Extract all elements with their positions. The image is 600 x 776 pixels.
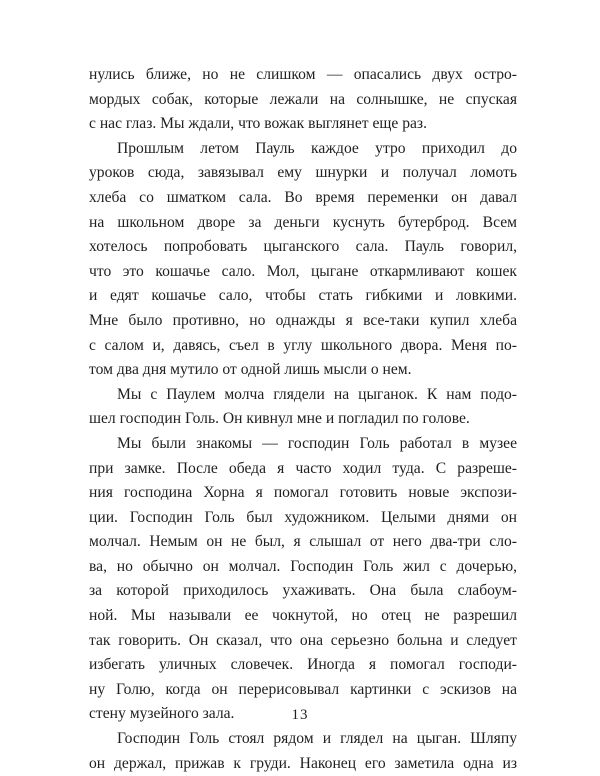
text-line: уроков сюда, завязывал ему шнурки и получал ломоть bbox=[89, 164, 517, 182]
text-line: Мне было противно, но однажды я все-таки купил хлеба bbox=[89, 311, 517, 329]
text-line: нулись ближе, но не слишком — опасались двух остро- bbox=[89, 66, 517, 83]
text-line: ния господина Хорна я помогал готовить новые экспози- bbox=[89, 484, 517, 502]
text-line: избегать уличных словечек. Иногда я помогал господи- bbox=[89, 656, 517, 674]
text-line: так говорить. Он сказал, что она серьезно больна и следует bbox=[89, 631, 517, 649]
text-line: том два дня мутило от одной лишь мысли о нем. bbox=[89, 361, 412, 379]
text-line: хлеба со шматком сала. Во время переменки он давал bbox=[89, 188, 517, 206]
text-line: Мы были знакомы — господин Голь работал в музее bbox=[117, 434, 517, 452]
text-line: Господин Голь стоял рядом и глядел на цыган. Шляпу bbox=[117, 730, 517, 748]
text-line: молчал. Немым он не был, я слышал от него два-три сло- bbox=[89, 533, 517, 551]
text-line: с салом и, давясь, съел в углу школьного двора. Меня по- bbox=[89, 336, 517, 354]
body-text bbox=[89, 63, 517, 776]
page-number: 13 bbox=[291, 707, 309, 723]
text-line: ва, но обычно он молчал. Господин Голь жил с дочерью, bbox=[89, 557, 517, 575]
text-line: и едят кошачье сало, чтобы стать гибкими и ловкими. bbox=[89, 287, 517, 305]
text-line: ной. Мы называли ее чокнутой, но отец не разрешил bbox=[89, 607, 517, 625]
text-line: что это кошачье сало. Мол, цыгане откармливают кошек bbox=[89, 262, 517, 280]
text-line: ну Голю, когда он перерисовывал картинки с эскизов на bbox=[89, 680, 517, 698]
text-line: он держал, прижав к груди. Наконец его заметила одна из bbox=[89, 754, 517, 772]
text-line: хотелось попробовать цыганского сала. Пауль говорил, bbox=[89, 238, 517, 256]
text-line: ции. Господин Голь был художником. Целыми днями он bbox=[89, 508, 517, 526]
text-line: стену музейного зала. bbox=[89, 705, 235, 723]
text-line: мордых собак, которые лежали на солнышке, не спуская bbox=[89, 90, 517, 108]
text-line: Прошлым летом Пауль каждое утро приходил до bbox=[117, 139, 517, 157]
text-line: на школьном дворе за деньги куснуть бутерброд. Всем bbox=[89, 213, 517, 231]
text-line: при замке. После обеда я часто ходил туда. С разреше- bbox=[89, 459, 517, 477]
text-line: шел господин Голь. Он кивнул мне и погладил по голове. bbox=[89, 410, 470, 428]
text-line: за которой приходилось ухаживать. Она была слабоум- bbox=[89, 582, 517, 600]
text-line: с нас глаз. Мы ждали, что вожак выглянет еще раз. bbox=[89, 115, 427, 133]
text-line: Мы с Паулем молча глядели на цыганок. К нам подо- bbox=[117, 385, 517, 403]
